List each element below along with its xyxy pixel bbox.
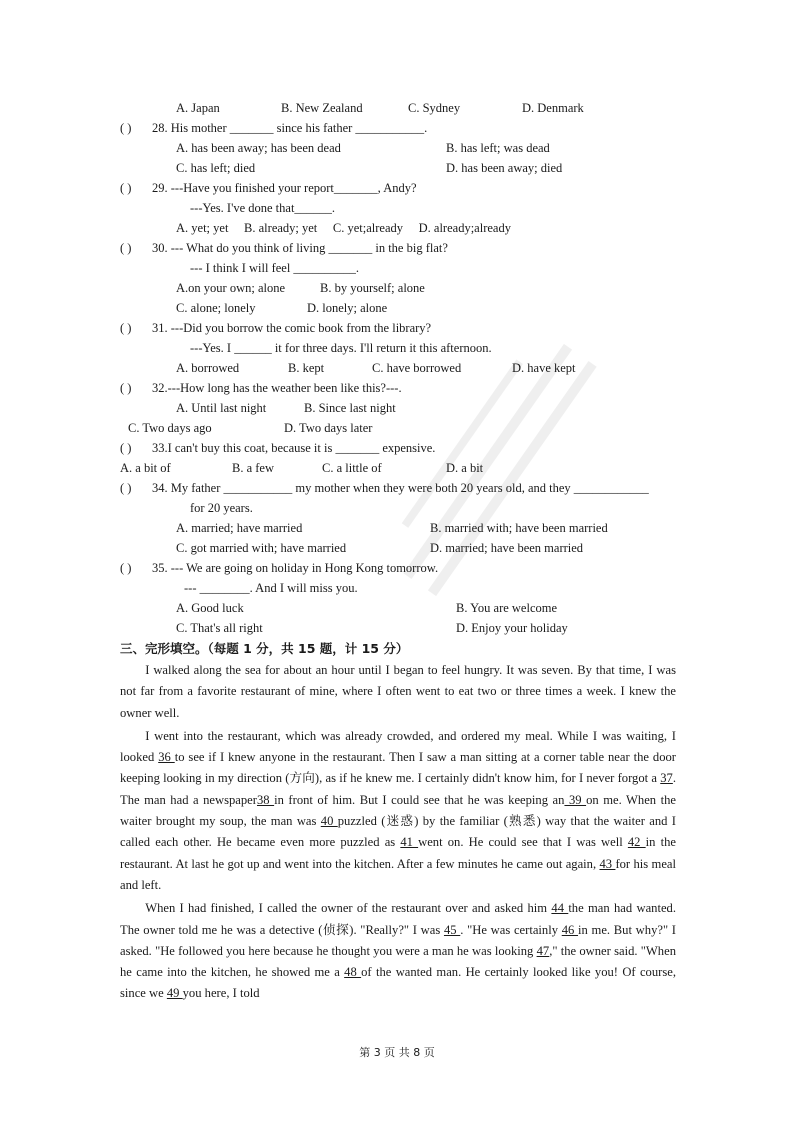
q35-bracket: ( ) [120, 561, 132, 575]
q35-option-d: D. Enjoy your holiday [456, 621, 568, 635]
text-run: for his meal and left. [120, 856, 676, 892]
blank-37: 37 [660, 771, 673, 786]
q32-option-b: B. Since last night [304, 401, 396, 415]
q28-bracket: ( ) [120, 121, 132, 135]
q35-option-c: C. That's all right [176, 621, 263, 635]
q31-reply: ---Yes. I ______ it for three days. I'll return it this afternoon. [190, 341, 492, 355]
q33-option-a: A. a bit of [120, 461, 171, 475]
q32-option-d: D. Two days later [284, 421, 373, 435]
q33-option-d: D. a bit [446, 461, 484, 475]
q34-stem: 34. My father ___________ my mother when they were both 20 years old, and they ____________ [152, 481, 649, 495]
q33-option-b: B. a few [232, 461, 274, 475]
q35-stem: 35. --- We are going on holiday in Hong Kong tomorrow. [152, 561, 439, 575]
q34-option-a: A. married; have married [176, 521, 303, 535]
text-run: to see if I knew anyone in the restaurant. Then I saw a man sitting at a corner table near the door keeping looking in my direction (方向), as if he knew me. I certainly didn't know him, for I never forgot a [120, 750, 676, 786]
q27-option-b: B. New Zealand [281, 101, 363, 115]
q32-bracket: ( ) [120, 381, 132, 395]
text-run: you here, I told [182, 986, 260, 1001]
q33-bracket: ( ) [120, 441, 132, 455]
text-run: went on. He could see that I was well [418, 835, 628, 850]
blank-49: 49 [166, 986, 183, 1001]
q28-option-d: D. has been away; died [446, 161, 563, 175]
q30-option-a: A.on your own; alone [176, 281, 286, 295]
blank-46: 46 [561, 922, 579, 937]
blank-39: 39 [564, 792, 587, 807]
q32-option-a: A. Until last night [176, 401, 267, 415]
section-title-cloze: 三、完形填空。（每题 1 分，共 15 题，计 15 分） [120, 641, 409, 656]
cloze-passage [120, 660, 676, 1005]
q30-reply: --- I think I will feel __________. [190, 261, 360, 275]
text-run: When I had finished, I called the owner of the restaurant over and asked him [145, 901, 552, 916]
text-run: in me. But why?" I asked. "He followed you here because he thought you were a man he was looking [120, 922, 676, 958]
q29-stem: 29. ---Have you finished your report_______, Andy? [152, 181, 417, 195]
q27-option-c: C. Sydney [408, 101, 461, 115]
q34-option-d: D. married; have been married [430, 541, 584, 555]
q31-option-d: D. have kept [512, 361, 576, 375]
q32-option-c: C. Two days ago [128, 421, 212, 435]
text-run: on me. When the waiter brought my soup, the man was [120, 792, 676, 829]
q31-option-a: A. borrowed [176, 361, 240, 375]
text-run: . "He was certainly [460, 922, 562, 937]
q31-option-b: B. kept [288, 361, 325, 375]
passage-paragraph-3 [120, 898, 676, 1004]
q34-option-c: C. got married with; have married [176, 541, 347, 555]
text-run: the man had wanted. The owner told me he was a detective (侦探). "Really?" I was [120, 901, 676, 937]
blank-38: 38 [256, 792, 275, 807]
q30-stem: 30. --- What do you think of living _______ in the big flat? [152, 241, 448, 255]
text-run: I went into the restaurant, which was already crowded, and ordered my meal. While I was waiting, I looked [120, 728, 676, 765]
blank-36: 36 [158, 750, 175, 765]
q35-option-b: B. You are welcome [456, 601, 558, 615]
blank-43: 43 [599, 856, 616, 871]
q31-bracket: ( ) [120, 321, 132, 335]
text-run: . The man had a newspaper [120, 771, 676, 807]
q35-reply: --- ________. And I will miss you. [184, 581, 358, 595]
q31-stem: 31. ---Did you borrow the comic book from the library? [152, 321, 432, 335]
blank-40: 40 [320, 814, 338, 829]
q34-bracket: ( ) [120, 481, 132, 495]
q28-option-a: A. has been away; has been dead [176, 141, 341, 155]
q30-option-d: D. lonely; alone [307, 301, 388, 315]
q34-option-b: B. married with; have been married [430, 521, 608, 535]
q32-stem: 32.---How long has the weather been like this?---. [152, 381, 402, 395]
q33-stem: 33.I can't buy this coat, because it is _______ expensive. [152, 441, 436, 455]
q28-option-c: C. has left; died [176, 161, 256, 175]
blank-42: 42 [627, 835, 646, 850]
blank-47: 47 [536, 943, 550, 958]
q27-option-a: A. Japan [176, 101, 220, 115]
blank-41: 41 [400, 835, 419, 850]
q35-option-a: A. Good luck [176, 601, 244, 615]
text-run: of the wanted man. He certainly looked like you! Of course, since we [120, 965, 676, 1001]
q31-option-c: C. have borrowed [372, 361, 462, 375]
blank-44: 44 [551, 901, 569, 916]
text-run: ," the owner said. "When he came into the kitchen, he showed me a [120, 943, 676, 980]
q34-continuation: for 20 years. [190, 501, 253, 515]
q28-option-b: B. has left; was dead [446, 141, 550, 155]
text-run: in front of him. But I could see that he was keeping an [274, 792, 565, 807]
q30-option-c: C. alone; lonely [176, 301, 256, 315]
q30-option-b: B. by yourself; alone [320, 281, 425, 295]
blank-48: 48 [344, 965, 362, 980]
page-number-footer: 第 3 页 共 8 页 [359, 1046, 435, 1059]
q29-bracket: ( ) [120, 181, 132, 195]
text-run: puzzled (迷惑) by the familiar (熟悉) way that the waiter and I called each other. He became even more puzzled as [120, 814, 676, 850]
passage-paragraph-2 [120, 726, 676, 896]
q29-options: A. yet; yet B. already; yet C. yet;already D. already;already [176, 221, 511, 235]
q30-bracket: ( ) [120, 241, 132, 255]
q33-option-c: C. a little of [322, 461, 382, 475]
blank-45: 45 [443, 922, 461, 937]
q29-reply: ---Yes. I've done that______. [190, 201, 336, 215]
q27-option-d: D. Denmark [522, 101, 584, 115]
text-run: in the restaurant. At last he got up and went into the kitchen. After a few minutes he came out again, [120, 835, 676, 871]
q28-stem: 28. His mother _______ since his father ___________. [152, 121, 428, 135]
passage-paragraph-1: I walked along the sea for about an hour until I began to feel hungry. It was seven. By that time, I was not far from a favorite restaurant of mine, where I often went to eat two or three times a week. I knew the owner well. [120, 663, 676, 720]
